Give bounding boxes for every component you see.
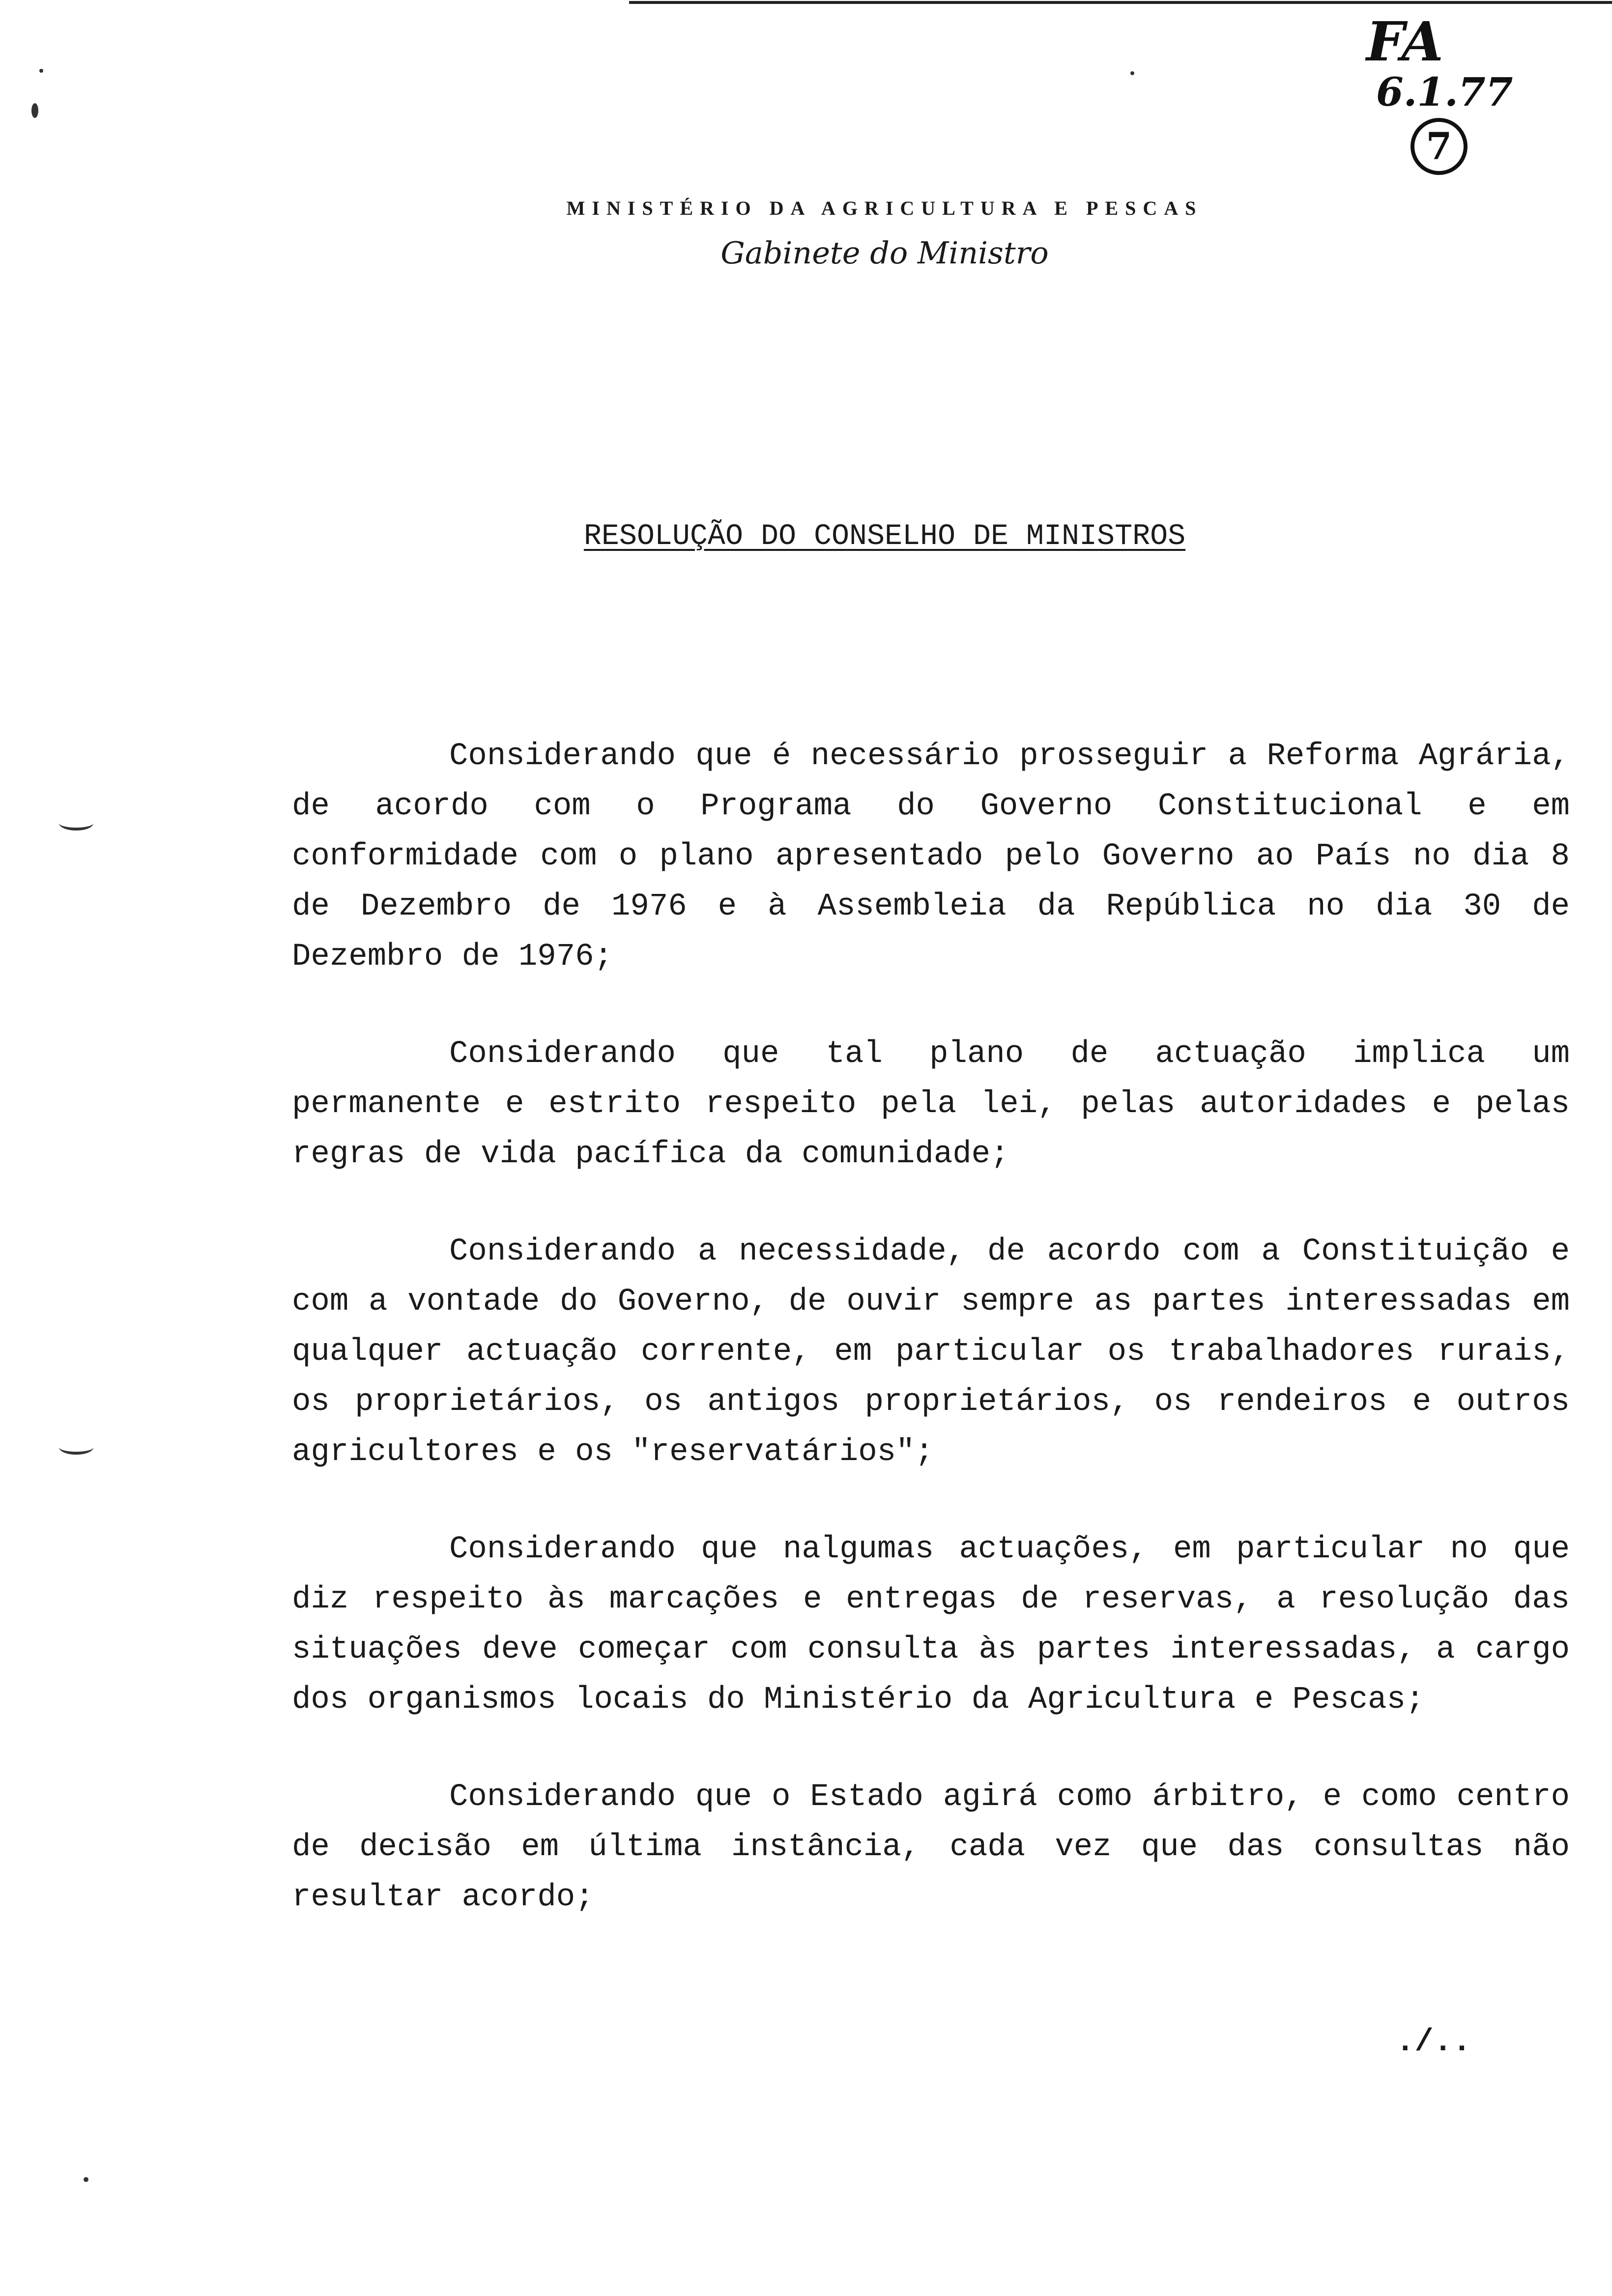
document-title-text: RESOLUÇÃO DO CONSELHO DE MINISTROS bbox=[583, 520, 1186, 553]
scan-speck bbox=[84, 2177, 88, 2182]
continuation-mark: ./.. bbox=[1396, 2025, 1471, 2060]
top-rule bbox=[629, 1, 1612, 4]
handwritten-page-number: 7 bbox=[1410, 118, 1468, 175]
margin-mark bbox=[59, 1440, 93, 1455]
scan-speck bbox=[39, 69, 43, 73]
ministry-header: MINISTÉRIO DA AGRICULTURA E PESCAS bbox=[566, 197, 1203, 219]
paragraph: Considerando que tal plano de actuação implica um permanente e estrito respeito pela lei, pelas autoridades e pelas regras de vida pacífica da comunidade; bbox=[292, 1036, 1570, 1172]
margin-mark bbox=[59, 816, 93, 831]
scan-speck bbox=[31, 103, 38, 118]
cabinet-subheader: Gabinete do Ministro bbox=[720, 235, 1049, 271]
handwritten-initials: FA bbox=[1366, 10, 1443, 73]
document-body bbox=[292, 731, 1570, 1970]
scan-speck bbox=[1130, 71, 1134, 75]
paragraph: Considerando a necessidade, de acordo com a Constituição e com a vontade do Governo, de ouvir sempre as partes interessadas em qualquer actuação corrente, em particular os trabalhadores rurais, os proprietários, os antigos proprietários, os rendeiros e outros agricultores e os "reservatários"; bbox=[292, 1234, 1570, 1470]
paragraph: Considerando que é necessário prosseguir a Reforma Agrária, de acordo com o Programa do Governo Constitucional e em conformidade com o plano apresentado pelo Governo ao País no dia 8 de Dezembro de 1976 e à Assembleia da República no dia 30 de Dezembro de 1976; bbox=[292, 739, 1570, 975]
paragraph: Considerando que nalgumas actuações, em particular no que diz respeito às marcações e entregas de reservas, a resolução das situações deve começar com consulta às partes interessadas, a cargo dos organismos locais do Ministério da Agricultura e Pescas; bbox=[292, 1532, 1570, 1718]
paragraph: Considerando que o Estado agirá como árbitro, e como centro de decisão em última instância, cada vez que das consultas não resultar acordo; bbox=[292, 1779, 1570, 1915]
handwritten-date: 6.1.77 bbox=[1376, 69, 1513, 115]
document-title bbox=[295, 520, 1474, 553]
